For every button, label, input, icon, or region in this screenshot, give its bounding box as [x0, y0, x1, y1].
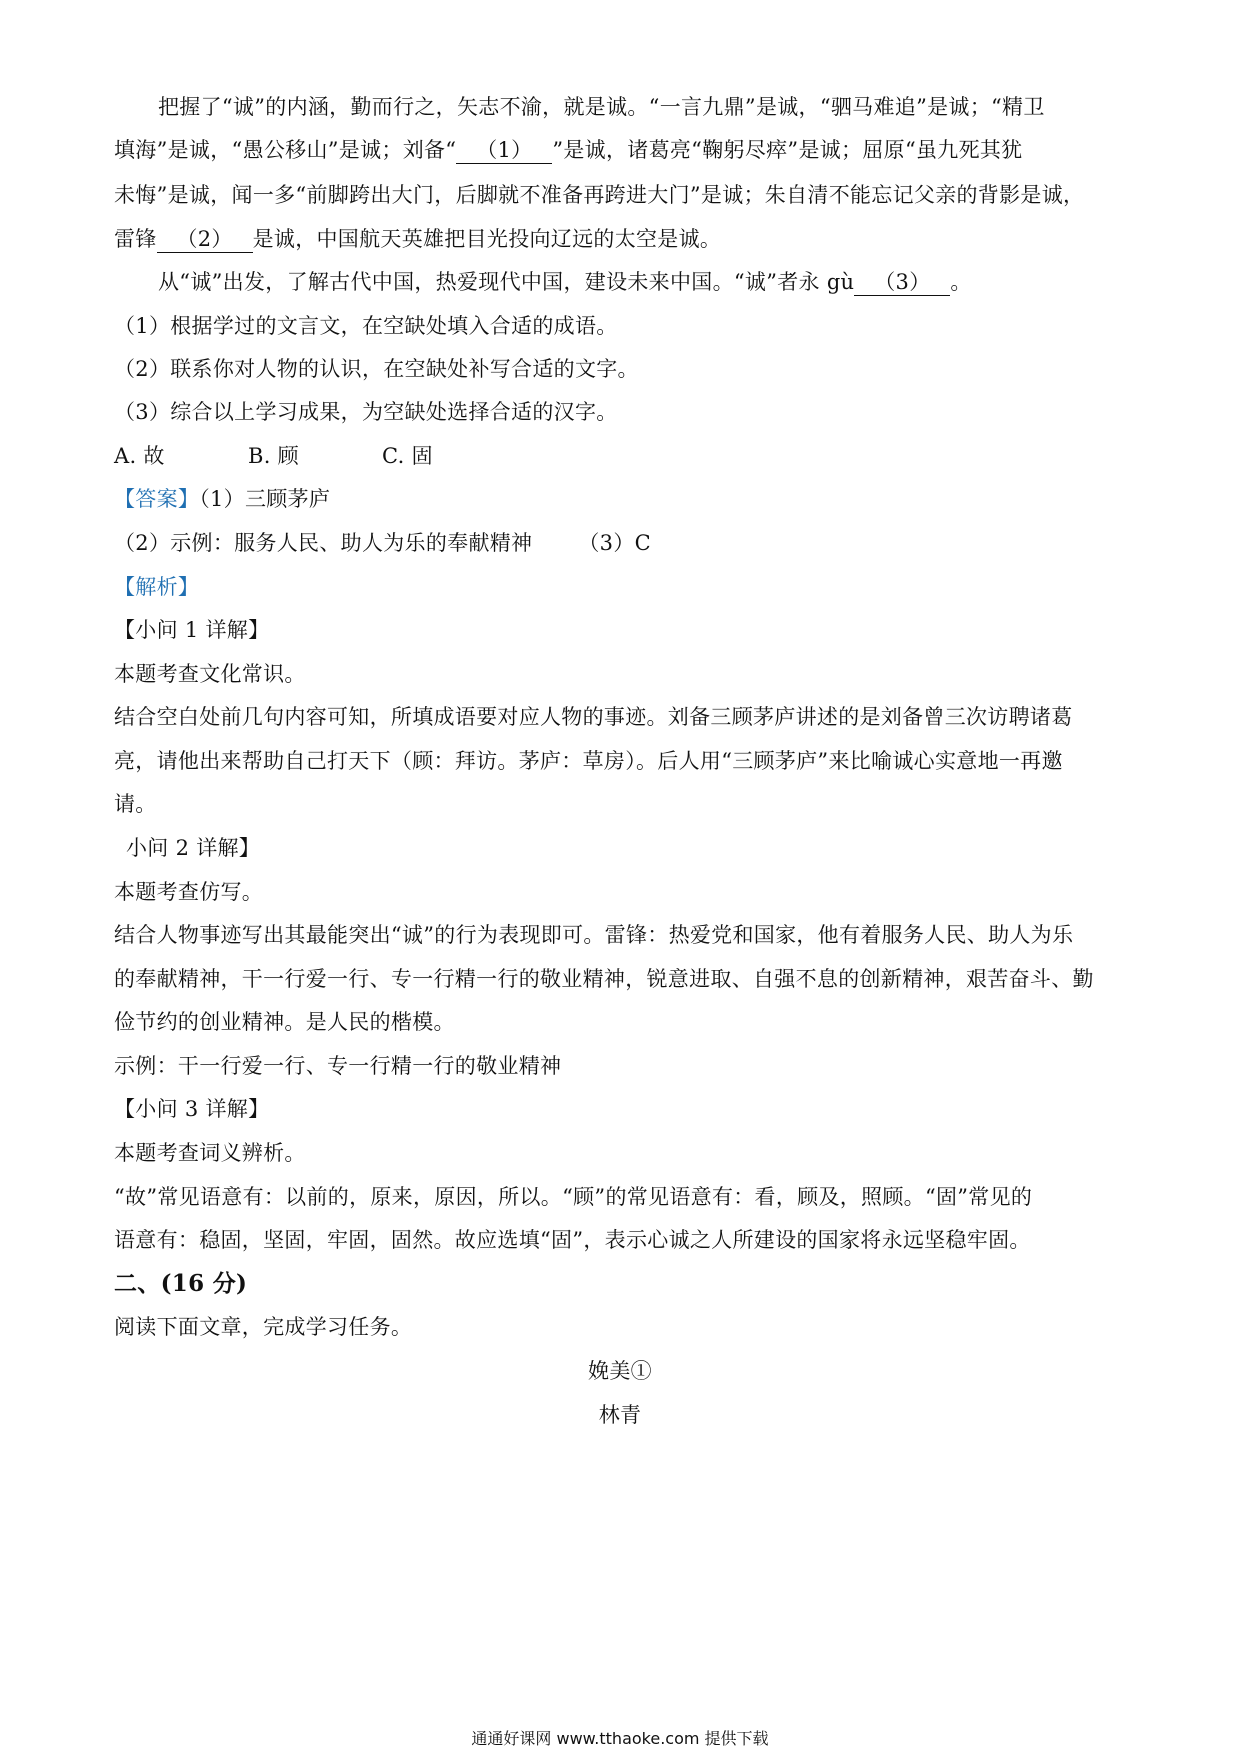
para2-line	[158, 267, 1178, 297]
sub2-title: 小问 2 详解】	[126, 836, 261, 860]
section2-instruction: 阅读下面文章，完成学习任务。	[114, 1315, 413, 1339]
option-a: A. 故	[114, 444, 165, 468]
footer-watermark: 通通好课网 www.tthaoke.com 提供下载	[471, 1729, 769, 1748]
options-row	[114, 441, 1134, 471]
fill-blank-1: （1）	[456, 137, 552, 164]
question-3: （3）综合以上学习成果，为空缺处选择合适的汉字。	[114, 400, 618, 424]
question-2: （2）联系你对人物的认识，在空缺处补写合适的文字。	[114, 357, 639, 381]
para2-end: 。	[950, 270, 972, 294]
sub3-title: 【小问 3 详解】	[114, 1097, 270, 1121]
para2-text: 从“诚”出发，了解古代中国，热爱现代中国，建设未来中国。“诚”者永 gù	[158, 270, 855, 294]
sub1-line3: 请。	[114, 792, 157, 816]
sub2-example: 示例：干一行爱一行、专一行精一行的敬业精神	[114, 1054, 562, 1078]
question-1: （1）根据学过的文言文，在空缺处填入合适的成语。	[114, 314, 618, 338]
sub3-line1: “故”常见语意有：以前的，原来，原因，所以。“顾”的常见语意有：看，顾及，照顾。“固”常见的	[114, 1185, 1033, 1209]
sub1-title: 【小问 1 详解】	[114, 618, 270, 642]
sub3-line2: 语意有：稳固，坚固，牢固，固然。故应选填“固”，表示心诚之人所建设的国家将永远坚稳牢固。	[114, 1228, 1031, 1252]
sub1-line2: 亮，请他出来帮助自己打天下（顾：拜访。茅庐：草房）。后人用“三顾茅庐”来比喻诚心实意地一再邀	[114, 749, 1063, 773]
answer-2: （2）示例：服务人民、助人为乐的奉献精神	[114, 531, 533, 555]
answer-label: 【答案】	[114, 487, 200, 511]
analysis-label: 【解析】	[114, 575, 200, 599]
answer-line-1	[114, 484, 1134, 514]
fill-blank-3: （3）	[854, 269, 950, 296]
article-title: 娩美①	[588, 1359, 652, 1383]
answer-line-2	[114, 528, 1134, 558]
sub1-intro: 本题考查文化常识。	[114, 662, 306, 686]
para1-line3: 未悔”是诚，闻一多“前脚跨出大门，后脚就不准备再跨进大门”是诚；朱自清不能忘记父亲的背影是诚，	[114, 183, 1085, 207]
sub1-line1: 结合空白处前几句内容可知，所填成语要对应人物的事迹。刘备三顾茅庐讲述的是刘备曾三次访聘诸葛	[114, 705, 1073, 729]
option-c: C. 固	[382, 444, 433, 468]
answer-1: （1）三顾茅庐	[199, 487, 331, 511]
sub3-intro: 本题考查词义辨析。	[114, 1141, 306, 1165]
para1-line4-start: 雷锋	[114, 227, 157, 251]
para1-line2	[114, 135, 1134, 165]
sub2-line2: 的奉献精神，干一行爱一行、专一行精一行的敬业精神，锐意进取、自强不息的创新精神，艰苦奋斗、勤	[114, 967, 1094, 991]
para1-line4	[114, 224, 1134, 254]
sub2-intro: 本题考查仿写。	[114, 880, 264, 904]
article-author: 林青	[598, 1403, 642, 1427]
option-b: B. 顾	[248, 444, 299, 468]
answer-3: （3）C	[578, 531, 651, 555]
para1-line4-end: 是诚，中国航天英雄把目光投向辽远的太空是诚。	[252, 227, 722, 251]
sub2-line3: 俭节约的创业精神。是人民的楷模。	[114, 1010, 455, 1034]
para1-line2-start: 填海”是诚，“愚公移山”是诚；刘备“	[114, 138, 457, 162]
fill-blank-2: （2）	[157, 226, 253, 253]
sub2-line1: 结合人物事迹写出其最能突出“诚”的行为表现即可。雷锋：热爱党和国家，他有着服务人民、助人为乐	[114, 923, 1074, 947]
para1-line2-end: ”是诚，诸葛亮“鞠躬尽瘁”是诚；屈原“虽九死其犹	[552, 138, 1023, 162]
section2-heading: 二、(16 分)	[114, 1270, 248, 1297]
para1-line1: 把握了“诚”的内涵，勤而行之，矢志不渝，就是诚。“一言九鼎”是诚，“驷马难追”是诚；“精卫	[158, 95, 1045, 119]
